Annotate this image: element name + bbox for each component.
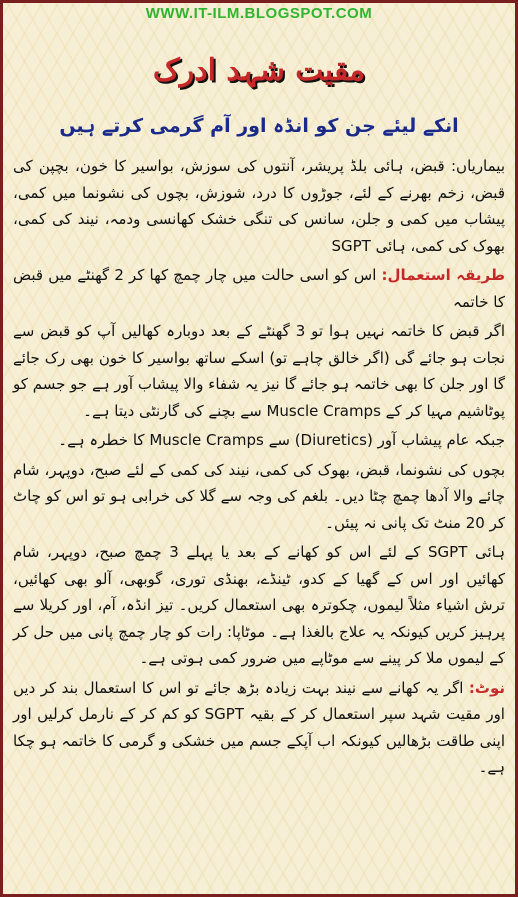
- note-text: اگر یہ کھانے سے نیند بہت زیادہ بڑھ جائے تو اس کا استعمال بند کر دیں اور مقیت شہد سپر استعمال کر کے بقیہ SGPT کو کم کر کے نارمل کرلیں اور اپنی طاقت بڑھالیں کیونکہ اب آپکے جسم میں خشکی و گرمی کا خاتمہ ہو چکا ہے۔: [13, 678, 505, 776]
- diuretics-paragraph: جبکہ عام پیشاب آور (Diuretics) سے Muscle Cramps کا خطرہ ہے۔: [58, 431, 505, 449]
- children-paragraph: بچوں کی نشونما، قبض، بھوک کی کمی، نیند کی کمی کے لئے صبح، دوپہر، شام چائے والا آدھا چمچ چٹا دیں۔ بلغم کی وجہ سے گلا کی خرابی ہو تو اس کو چاٹ کر 20 منٹ تک پانی نہ پیئں۔: [13, 460, 505, 532]
- usage-text: اس کو اسی حالت میں چار چمچ کھا کر 2 گھنٹے میں قبض کا خاتمہ: [13, 266, 505, 311]
- diseases-paragraph: بیماریاں: قبض، ہائی بلڈ پریشر، آنتوں کی سوزش، بواسیر کا خون، بچپن کی قبض، زخم بھرنے کے لئے، جوڑوں کا درد، شوزش، بچوں کی نشونما میں کمی، پیشاب میں کمی و جلن، سانس کی تنگی خشک کھانسی ودمہ، نیند کی کمی، بھوک کی کمی، ہائی SGPT: [13, 157, 505, 255]
- page-subtitle: انکے لیئے جن کو انڈہ اور آم گرمی کرتے ہیں: [59, 115, 459, 137]
- site-url[interactable]: WWW.IT-ILM.BLOGSPOT.COM: [145, 5, 373, 22]
- page-title: مقیت شہد ادرک: [152, 53, 366, 88]
- note-label: نوٹ:: [468, 678, 505, 697]
- note-paragraph: [13, 675, 505, 781]
- usage-paragraph: [13, 262, 505, 315]
- constipation-paragraph: اگر قبض کا خاتمہ نہیں ہوا تو 3 گھنٹے کے بعد دوبارہ کھالیں آپ کو قبض سے نجات ہو جائے گی (اگر خالق چاہے تو) اسکے ساتھ بواسیر کا خون بھی رک جائے گا اور جلن کا بھی خاتمہ ہو جائے گا نیز یہ شفاء والا پیشاب آور ہے جو جسم کو پوٹاشیم مہیا کر کے Muscle Cramps سے بچنے کی گارنٹی دیتا ہے۔: [13, 322, 505, 420]
- usage-label: طریقہ استعمال:: [381, 266, 505, 284]
- article-body: [13, 153, 505, 784]
- sgpt-paragraph: ہائی SGPT کے لئے اس کو کھانے کے بعد یا پہلے 3 چمچ صبح، دوپہر، شام کھائیں اور اس کے گھیا کے کدو، ٹینڈے، بھنڈی توری، گوبھی، آلو بھی کھائیں، ترش اشیاء مثلاً لیموں، چکوترہ بھی استعمال کریں۔ تیز انڈہ، آم، اور کریلا سے پرہیز کریں کیونکہ یہ علاج بالغذا ہے۔ موٹاپا: رات کو چار چمچ پانی میں حل کر کے لیموں ملا کر پینے سے موٹاپے میں ضرور کمی ہوتی ہے۔: [13, 543, 505, 667]
